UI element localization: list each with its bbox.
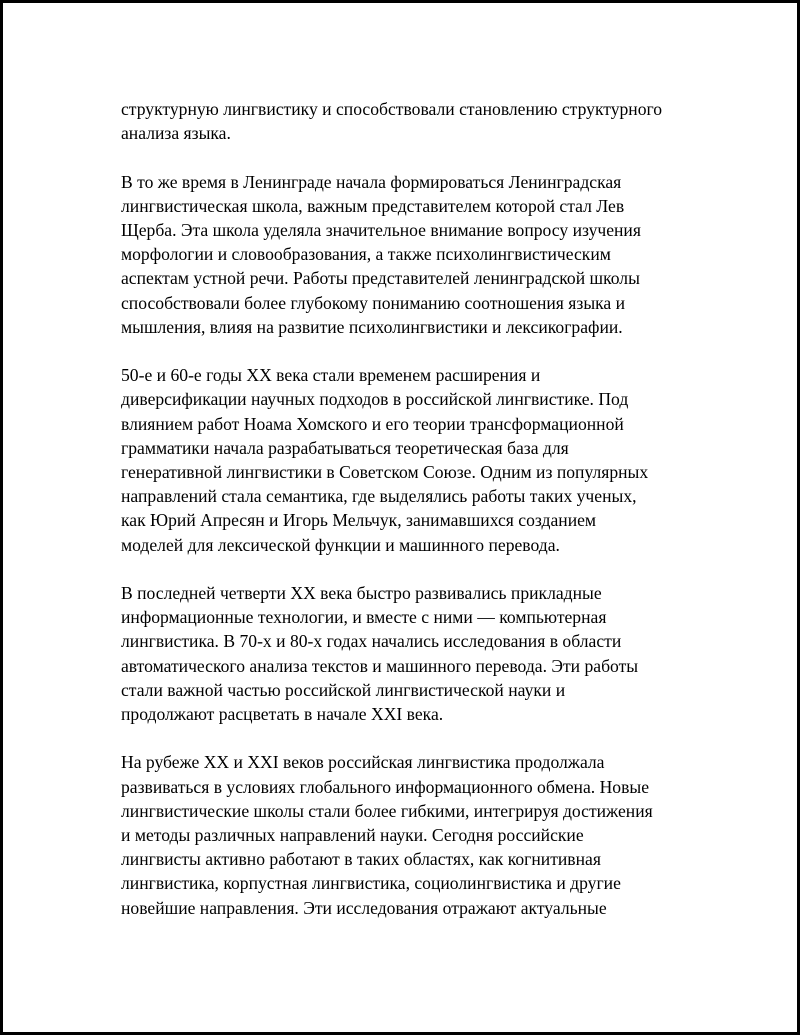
paragraph-computational-linguistics: В последней четверти XX века быстро развивались прикладные информационные технологии, и вместе с ними — компьютерная лингвистика. В 70-х и 80-х годах начались исследования в области автоматического анализа текстов и машинного перевода. Эти работы стали важной частью российской лингвистической науки и продолжают расцветать в начале XXI века. bbox=[121, 583, 639, 725]
paragraph-structural-linguistics: структурную лингвистику и способствовали становлению структурного анализа языка. bbox=[121, 99, 663, 144]
paragraph-modern-linguistics: На рубеже XX и XXI веков российская лингвистика продолжала развиваться в условиях глобального информационного обмена. Новые лингвистические школы стали более гибкими, интегрируя достижения и методы различных направлений науки. Сегодня российские лингвисты активно работают в таких областях, как когнитивная лингвистика, корпустная лингвистика, социолингвистика и другие новейшие направления. Эти исследования отражают актуальные bbox=[121, 752, 653, 918]
document-body bbox=[121, 97, 696, 920]
paragraph-leningrad-school: В то же время в Ленинграде начала формироваться Ленинградская лингвистическая школа, важным представителем которой стал Лев Щерба. Эта школа уделяла значительное внимание вопросу изучения морфологии и словообразования, а также психолингвистическим аспектам устной речи. Работы представителей ленинградской школы способствовали более глубокому пониманию соотношения языка и мышления, влияя на развитие психолингвистики и лексикографии. bbox=[121, 171, 641, 337]
paragraph-1950s-1960s: 50-е и 60-е годы XX века стали временем расширения и диверсификации научных подходов в российской лингвистике. Под влиянием работ Ноама Хомского и его теории трансформационной грамматики начала разрабатываться теоретическая база для генеративной лингвистики в Советском Союзе. Одним из популярных направлений стала семантика, где выделялись работы таких ученых, как Юрий Апресян и Игорь Мельчук, занимавшихся созданием моделей для лексической функции и машинного перевода. bbox=[121, 365, 649, 555]
